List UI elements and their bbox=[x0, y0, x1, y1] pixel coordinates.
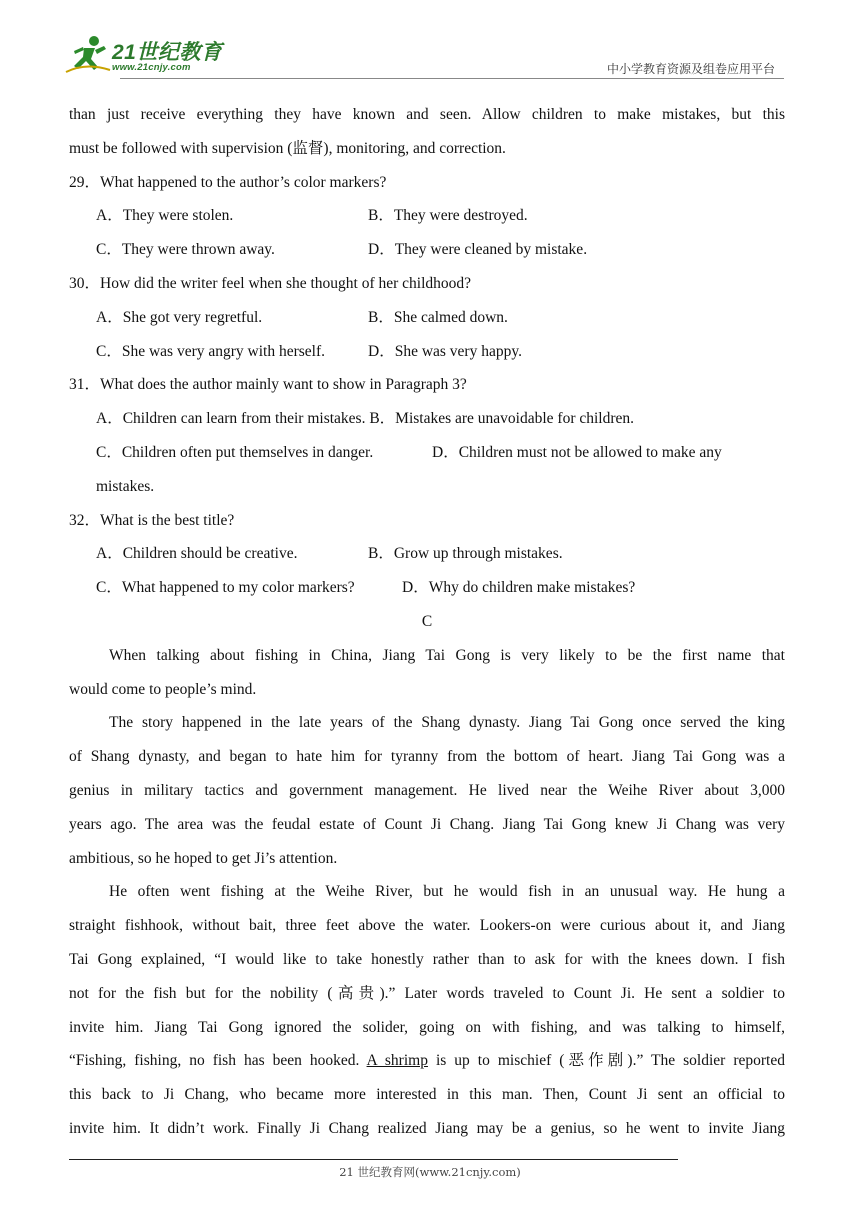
paragraph-2 bbox=[69, 706, 785, 875]
question-30 bbox=[69, 267, 785, 368]
option-row bbox=[69, 402, 785, 436]
option-c: C．They were thrown away. bbox=[96, 241, 275, 259]
text-line: The story happened in the late years of the Shang dynasty. Jiang Tai Gong once served the king bbox=[109, 714, 785, 732]
question-stem: 29．What happened to the author’s color markers? bbox=[69, 173, 387, 191]
question-29 bbox=[69, 166, 785, 267]
option-c: C．Children often put themselves in danger. bbox=[96, 443, 374, 461]
option-row bbox=[69, 470, 785, 504]
text-line: ambitious, so he hoped to get Ji’s attention. bbox=[69, 849, 338, 867]
text-line: than just receive everything they have known and seen. Allow children to make mistakes, but this bbox=[69, 106, 785, 123]
text-line: When talking about fishing in China, Jiang Tai Gong is very likely to be the first name that bbox=[109, 646, 785, 664]
option-c: C．She was very angry with herself. bbox=[96, 342, 326, 360]
underlined-phrase: A shrimp bbox=[366, 1052, 428, 1070]
option-row bbox=[69, 335, 785, 369]
option-a: A．They were stolen. bbox=[96, 207, 234, 225]
text-line: years ago. The area was the feudal estate of Count Ji Chang. Jiang Tai Gong knew Ji Chang was very bbox=[69, 815, 785, 833]
page-header bbox=[0, 0, 860, 80]
option-row bbox=[69, 571, 785, 605]
option-d: D．They were cleaned by mistake. bbox=[368, 241, 588, 259]
logo-url: www.21cnjy.com bbox=[112, 62, 191, 73]
question-stem: 31．What does the author mainly want to show in Paragraph 3? bbox=[69, 376, 467, 394]
document-body bbox=[69, 98, 785, 1146]
footer-divider bbox=[69, 1159, 678, 1160]
text-line: would come to people’s mind. bbox=[69, 680, 257, 698]
option-row bbox=[69, 199, 785, 233]
text-line: not for the fish but for the nobility (高贵).” Later words traveled to Count Ji. He sent a soldier to bbox=[69, 984, 785, 1002]
text-line: straight fishhook, without bait, three feet above the water. Lookers-on were curious about it, and Jiang bbox=[69, 917, 785, 935]
option-a: A．Children should be creative. bbox=[96, 545, 298, 563]
question-stem: 32．What is the best title? bbox=[69, 511, 235, 529]
text-line: this back to Ji Chang, who became more interested in this man. Then, Count Ji sent an official to bbox=[69, 1086, 785, 1104]
option-a-b: A．Children can learn from their mistakes. B．Mistakes are unavoidable for children. bbox=[96, 410, 635, 428]
header-tagline: 中小学教育资源及组卷应用平台 bbox=[606, 62, 775, 76]
option-row bbox=[69, 436, 785, 470]
option-d: D．She was very happy. bbox=[368, 342, 522, 360]
text-line: invite him. Jiang Tai Gong ignored the solider, going on with fishing, and was talking to himself, bbox=[69, 1018, 785, 1036]
paragraph-3 bbox=[69, 875, 785, 1145]
text-line: of Shang dynasty, and began to hate him for tyranny from the bottom of heart. Jiang Tai Gong was a bbox=[69, 748, 785, 766]
question-31 bbox=[69, 368, 785, 503]
logo-text: 21世纪教育 bbox=[112, 41, 223, 64]
header-divider bbox=[120, 78, 784, 79]
text-line bbox=[69, 1044, 785, 1078]
text-line: Tai Gong explained, “I would like to take honestly rather than to ask for with the knees down. I fish bbox=[69, 950, 785, 968]
option-b: B．They were destroyed. bbox=[368, 207, 528, 225]
option-d: D．Children must not be allowed to make any bbox=[432, 443, 722, 461]
text-run: “Fishing, fishing, no fish has been hooked. bbox=[69, 1052, 367, 1070]
text-line: He often went fishing at the Weihe River, but he would fish in an unusual way. He hung a bbox=[109, 883, 785, 901]
question-32 bbox=[69, 504, 785, 605]
question-stem: 30．How did the writer feel when she thought of her childhood? bbox=[69, 274, 472, 292]
option-a: A．She got very regretful. bbox=[96, 308, 263, 326]
option-d-continued: mistakes. bbox=[96, 477, 155, 495]
text-run: is up to mischief (恶作剧).” The soldier reported bbox=[427, 1052, 785, 1070]
option-row bbox=[69, 301, 785, 335]
option-b: B．Grow up through mistakes. bbox=[368, 545, 563, 563]
text-line: genius in military tactics and government management. He lived near the Weihe River about 3,000 bbox=[69, 781, 785, 799]
passage-continuation bbox=[69, 98, 785, 166]
site-logo bbox=[64, 32, 234, 78]
text-line: must be followed with supervision (监督), monitoring, and correction. bbox=[69, 139, 506, 157]
option-b: B．She calmed down. bbox=[368, 308, 508, 326]
runner-icon bbox=[64, 32, 112, 78]
paragraph-1 bbox=[69, 639, 785, 707]
section-label: C bbox=[421, 612, 433, 630]
text-line: invite him. It didn’t work. Finally Ji Chang realized Jiang may be a genius, so he went to invite Jiang bbox=[69, 1119, 785, 1137]
option-row bbox=[69, 537, 785, 571]
option-d: D．Why do children make mistakes? bbox=[402, 579, 636, 597]
option-row bbox=[69, 233, 785, 267]
option-c: C．What happened to my color markers? bbox=[96, 579, 355, 597]
page-footer: 21 世纪教育网(www.21cnjy.com) bbox=[339, 1165, 521, 1179]
